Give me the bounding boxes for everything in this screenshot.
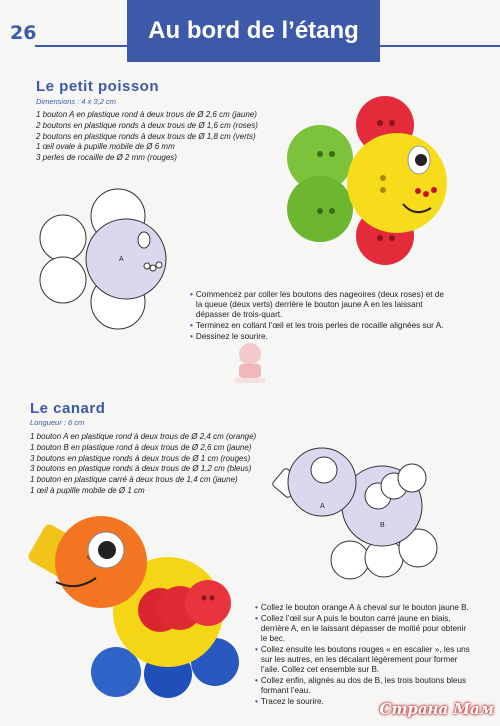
watermark: Страна Мам — [379, 700, 494, 718]
step-item: • Collez l’œil sur A puis le bouton carré jaune en biais, derrière A, en le laissant dépasser de moitié pour obtenir le bec. — [255, 614, 467, 643]
step-item: • Collez enfin, alignés au dos de B, les trois boutons bleus formant l’eau. — [255, 676, 467, 695]
material-item: 3 perles de rocaille de Ø 2 mm (rouges) — [36, 153, 177, 163]
page-title: Au bord de l’étang — [127, 0, 380, 62]
material-item: 3 boutons en plastique ronds à deux trous de Ø 1 cm (rouges) — [30, 453, 251, 463]
material-item: 1 œil ovale à pupille mobile de Ø 6 mm — [36, 142, 175, 152]
page-number: 26 — [10, 22, 37, 44]
section-title-poisson: Le petit poisson — [36, 78, 160, 95]
fish-photo — [285, 96, 450, 276]
material-item: 1 bouton A en plastique rond à deux trous de Ø 2,6 cm (jaune) — [36, 110, 257, 119]
material-item: 2 boutons en plastique ronds à deux trous de Ø 1,6 cm (roses) — [36, 120, 258, 130]
material-item: 1 œil à pupille mobile de Ø 1 cm — [30, 485, 145, 495]
step-item: • Tracez le sourire. — [255, 697, 324, 706]
material-item: 1 bouton en plastique carré à deux trous de 1,4 cm (jaune) — [30, 475, 238, 485]
material-item: 1 bouton B en plastique rond à deux trous de Ø 2,6 cm (jaune) — [30, 442, 252, 452]
step-item: • Collez ensuite les boutons rouges « en escalier », les uns sur les autres, en les décalant légèrement pour former l’aile. Collez cet ensemble sur B. — [255, 645, 470, 674]
steps-poisson — [190, 290, 445, 343]
step-item: • Terminez en collant l’œil et les trois perles de rocaille alignées sur A. — [190, 321, 444, 330]
dimensions-poisson: Dimensions : 4 x 3,2 cm — [36, 97, 117, 106]
material-item: 1 bouton A en plastique rond à deux trous de Ø 2,4 cm (orange) — [30, 432, 257, 441]
doll-icon — [225, 340, 275, 388]
section-title-canard: Le canard — [30, 400, 106, 417]
diagram-label-a: A — [119, 256, 124, 263]
duck-photo — [28, 512, 248, 712]
diagram-label-a: A — [320, 503, 325, 510]
materials-list-canard — [30, 432, 256, 497]
step-item: • Collez le bouton orange A à cheval sur le bouton jaune B. — [255, 603, 469, 612]
material-item: 2 boutons en plastique ronds à deux trous de Ø 1,8 cm (verts) — [36, 131, 256, 141]
material-item: 3 boutons en plastique ronds à deux trous de Ø 1,2 cm (bleus) — [30, 464, 252, 474]
duck-diagram — [272, 442, 452, 572]
diagram-label-b: B — [380, 522, 385, 529]
step-item: • Dessinez le sourire. — [190, 332, 268, 341]
step-item: • Commencez par coller les boutons des nageoires (deux roses) et de la queue (deux verts) derrière le bouton jaune A en les laissant dépasser de trois-quart. — [190, 290, 444, 319]
steps-canard — [255, 603, 470, 708]
materials-list-poisson — [36, 110, 258, 164]
dimensions-canard: Longueur : 6 cm — [30, 418, 85, 427]
fish-diagram — [36, 188, 176, 333]
